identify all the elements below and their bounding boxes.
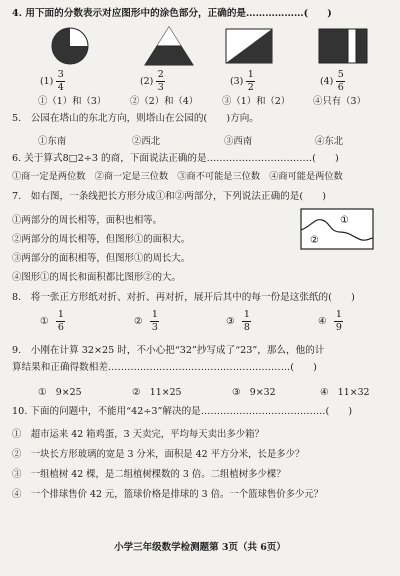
q4-choice-3[interactable]: ③（1）和（2） xyxy=(222,96,291,107)
q9-choice-4[interactable]: ④ 11×32 xyxy=(320,387,370,398)
q7-choice-3[interactable]: ③两部分的面积相等，但图形①的周长大。 xyxy=(12,253,191,264)
q6-stem: 6. 关于算式8□2÷3 的商，下面说法正确的是……………………………( ) xyxy=(12,153,339,164)
q4-triangle-figure xyxy=(143,25,195,67)
q5-stem: 5. 公园在塔山的东北方向，则塔山在公园的( )方向。 xyxy=(12,113,259,124)
q7-rectangle-figure xyxy=(300,208,374,250)
q6-choices[interactable]: ①商一定是两位数 ②商一定是三位数 ③商不可能是三位数 ④商可能是两位数 xyxy=(12,171,343,182)
q4-choice-4[interactable]: ④只有（3） xyxy=(313,96,366,107)
q10-choice-1[interactable]: ① 超市运来 42 箱鸡蛋，3 天卖完，平均每天卖出多少箱？ xyxy=(12,429,264,440)
q4-square-figure xyxy=(225,28,273,64)
q4-rectangle-figure xyxy=(318,28,368,64)
q5-choice-3[interactable]: ③西南 xyxy=(224,136,253,147)
q4-label-2: (2) $\frac{2}{3}$ xyxy=(140,69,164,93)
q10-stem: 10. 下面的问题中，不能用“42÷3”解决的是…………………………………( ) xyxy=(12,406,353,417)
q4-choice-2[interactable]: ②（2）和（4） xyxy=(130,96,199,107)
q4-label-3: (3) $\frac{1}{2}$ xyxy=(230,69,254,93)
page-footer: 小学三年级数学检测题第 3页（共 6页） xyxy=(114,542,286,553)
q5-choice-4[interactable]: ④东北 xyxy=(315,136,344,147)
q8-choice-4[interactable]: ④ $\frac{1}{9}$ xyxy=(318,309,342,333)
q7-region-1-label: ① xyxy=(340,215,349,226)
q5-choice-1[interactable]: ①东南 xyxy=(38,136,67,147)
q8-stem: 8. 将一张正方形纸对折、对折、再对折，展开后其中的每一份是这张纸的( ) xyxy=(12,292,355,303)
q4-choice-1[interactable]: ①（1）和（3） xyxy=(38,96,107,107)
q7-choice-4[interactable]: ④图形①的周长和面积都比图形②的大。 xyxy=(12,272,181,283)
q7-choice-1[interactable]: ①两部分的周长相等，面积也相等。 xyxy=(12,215,163,226)
q5-choice-2[interactable]: ②西北 xyxy=(132,136,161,147)
q10-choice-2[interactable]: ② 一块长方形玻璃的宽是 3 分米，面积是 42 平方分米，长是多少？ xyxy=(12,449,305,460)
q7-choice-2[interactable]: ②两部分的周长相等，但图形①的面积大。 xyxy=(12,234,191,245)
q9-choice-1[interactable]: ① 9×25 xyxy=(38,387,82,398)
q9-stem-line-2: 算结果和正确得数相差…………………………………………………( ) xyxy=(12,362,317,373)
q4-label-4: (4) $\frac{5}{6}$ xyxy=(320,69,344,93)
q7-region-2-label: ② xyxy=(310,235,319,246)
q7-stem: 7. 如右图，一条线把长方形分成①和②两部分，下列说法正确的是( ) xyxy=(12,191,327,202)
q9-stem-line-1: 9. 小刚在计算 32×25 时，不小心把“32”抄写成了“23”，那么，他的计 xyxy=(12,345,325,356)
q8-choice-1[interactable]: ① $\frac{1}{6}$ xyxy=(40,309,64,333)
q4-stem: 4. 用下面的分数表示对应图形中的涂色部分，正确的是………………( ) xyxy=(12,8,332,19)
q9-choice-3[interactable]: ③ 9×32 xyxy=(232,387,276,398)
q8-choice-2[interactable]: ② $\frac{1}{3}$ xyxy=(134,309,158,333)
q10-choice-3[interactable]: ③ 一组植树 42 棵，是二组植树棵数的 3 倍。二组植树多少棵？ xyxy=(12,469,286,480)
q10-choice-4[interactable]: ④ 一个排球售价 42 元，篮球价格是排球的 3 倍。一个篮球售价多少元？ xyxy=(12,489,324,500)
q8-choice-3[interactable]: ③ $\frac{1}{8}$ xyxy=(226,309,250,333)
q9-choice-2[interactable]: ② 11×25 xyxy=(132,387,182,398)
q4-circle-figure xyxy=(40,26,100,66)
q4-label-1: (1) $\frac{3}{4}$ xyxy=(40,69,64,93)
